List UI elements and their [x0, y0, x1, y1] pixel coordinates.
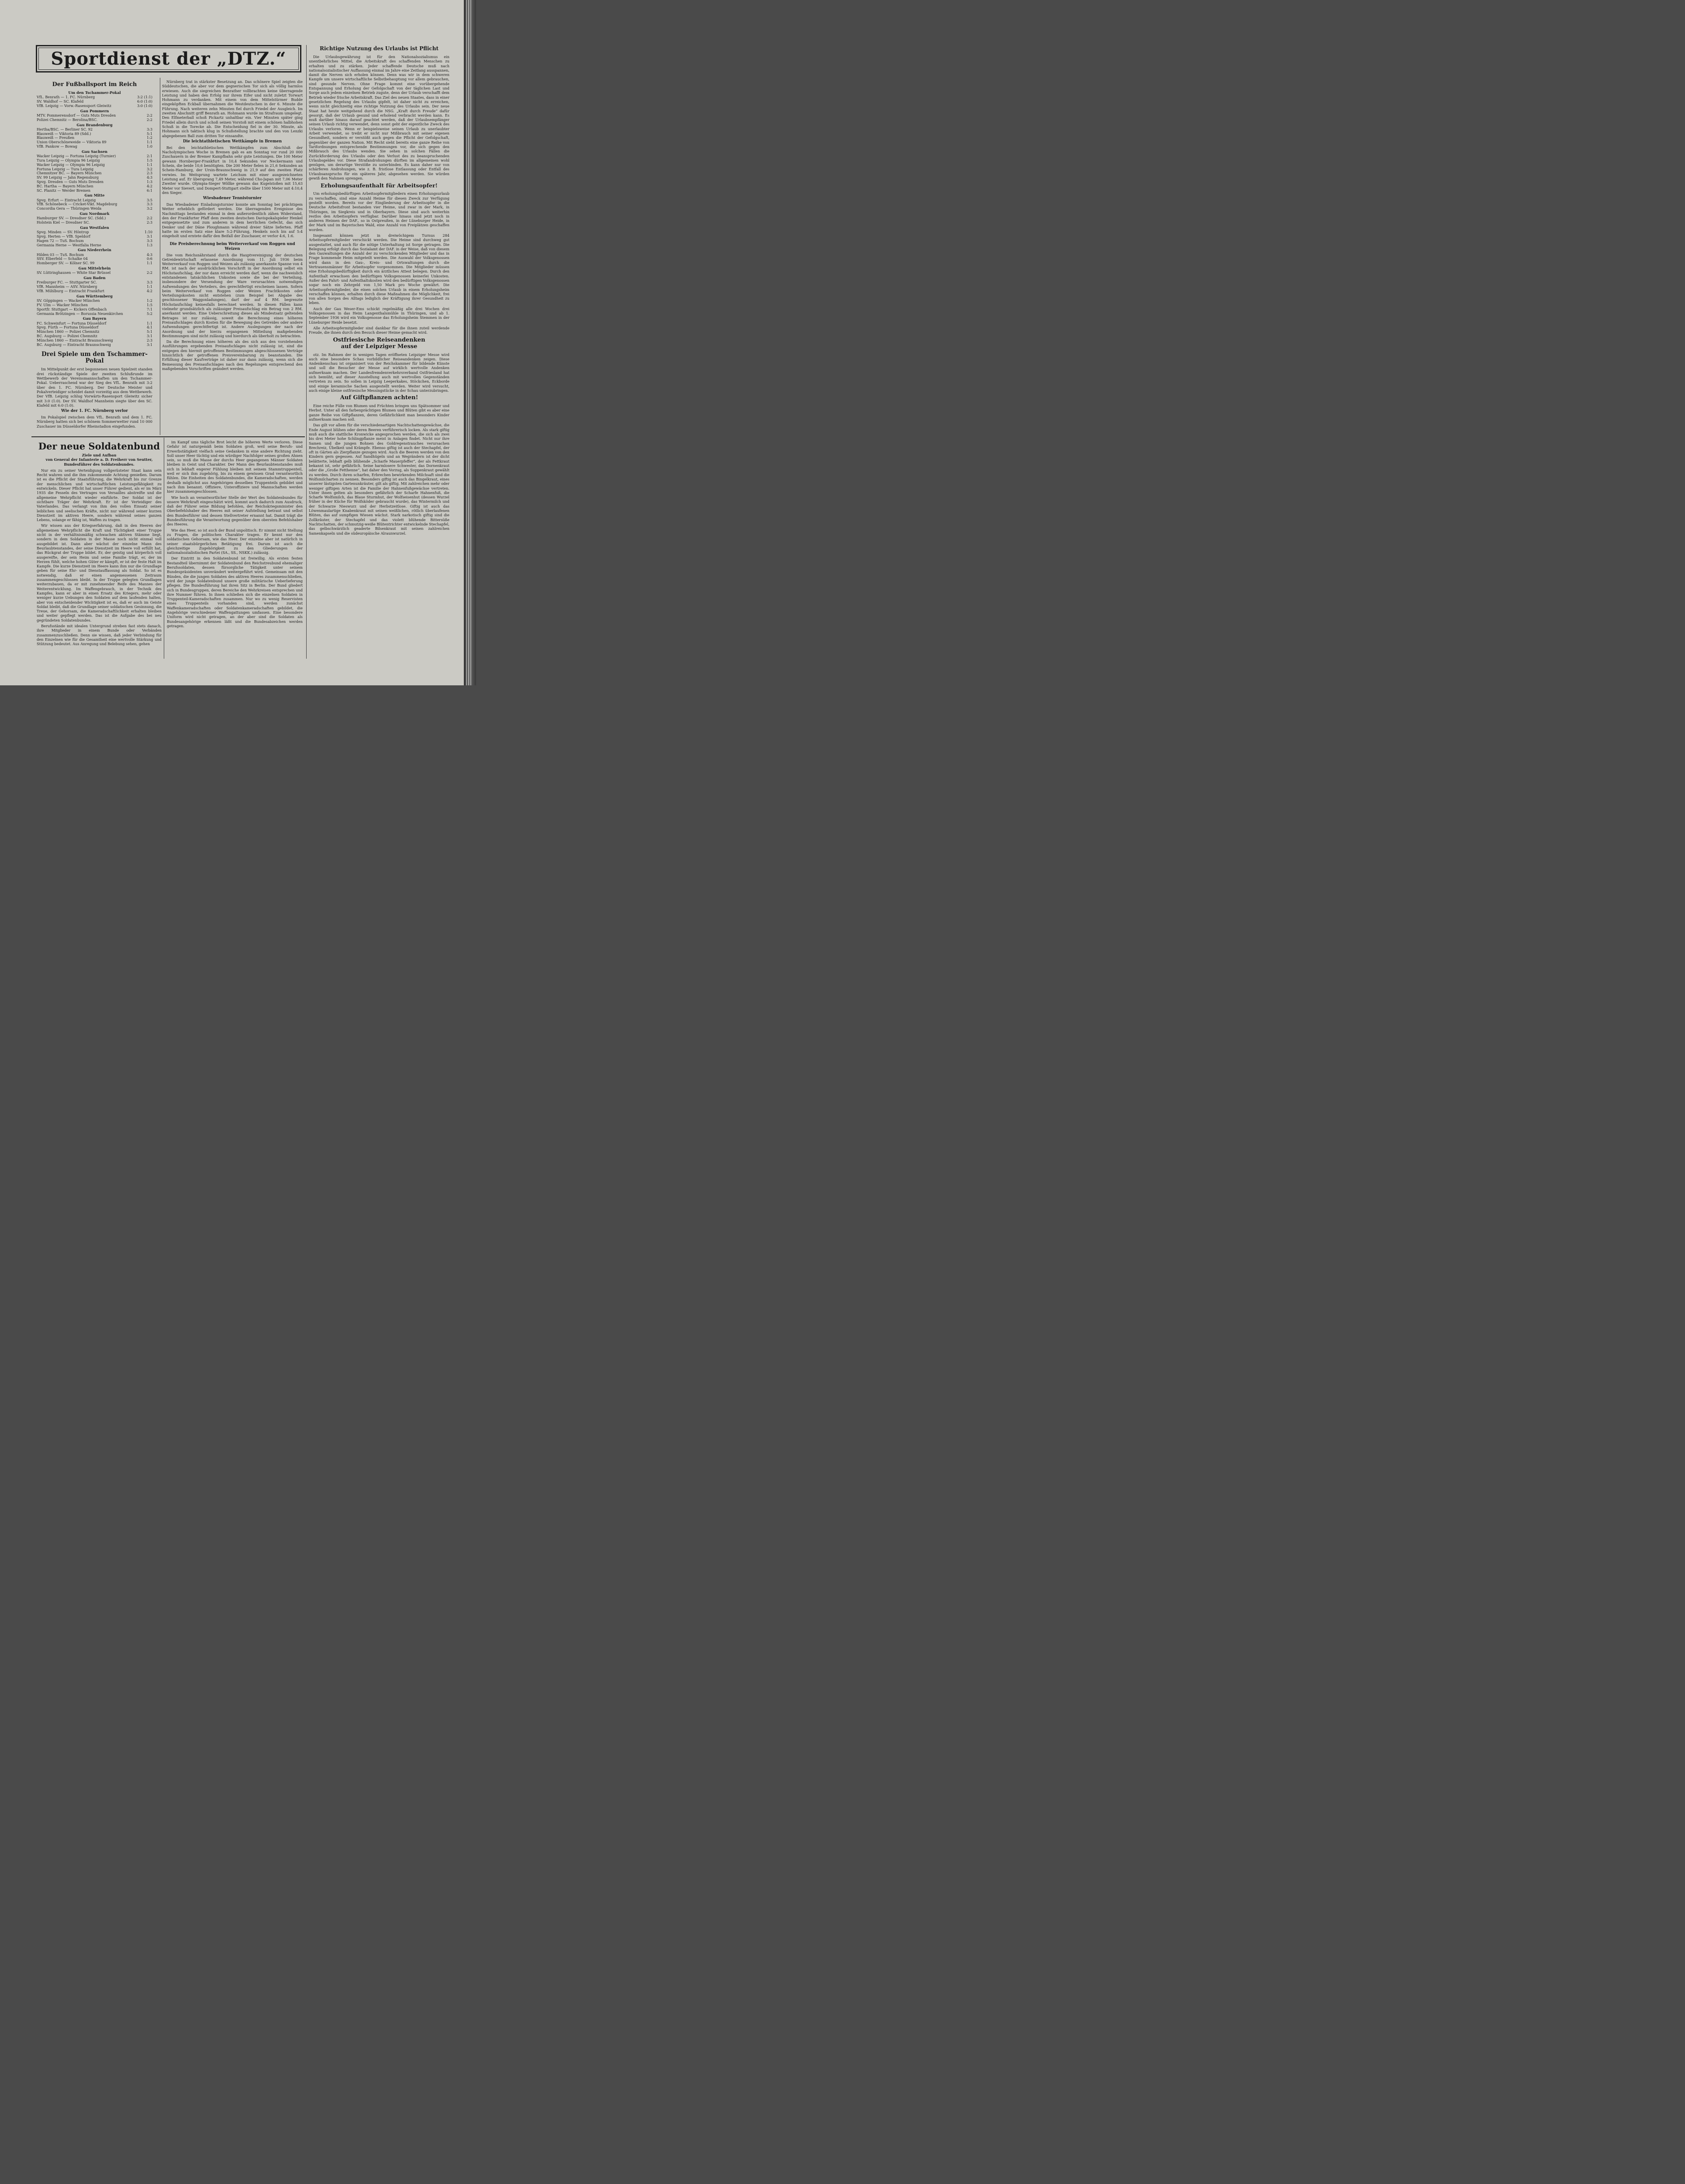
erholung-text-3: Auch der Gau Weser-Ems schickt regelmäßig alle drei Wochen drei Volksgenossen in das Heim Langenthalsmühle in Thüringen, und ab 1. September 1936 wird ein Volksgenosse das Erholungsheim Stemmen in der Lüneburger Heide besetzt.: [309, 306, 449, 325]
match-teams: SV. Lüttringhausen — White Star Brüssel: [37, 270, 111, 275]
soldatenbund-text: Nur ein zu seiner Verteidigung vollgerüsteter Staat kann sein Recht wahren und die ihm zukommende Achtung genießen. Darum ist es die Pflicht der Staatsführung, die Wehrkraft bis zur Grenze der menschlichen und wirtschaftlichen Leistungsfähigkeit zu entwickeln. Dieser Pflicht hat unser Führer gedient, als er im März 1935 die Fesseln des Vertrages von Versailles abstreifte und die allgemeine Wehrpflicht wieder einführte. Der Soldat ist der sichtbare Träger der Wehrkraft. Er ist der Verteidiger des Vaterlandes. Das verlangt von ihm den vollen Einsatz seiner leiblichen und seelischen Kräfte, nicht nur während seiner kurzen Dienstzeit im aktiven Heere, sondern während seines ganzen Lebens, solange er fähig ist, Waffen zu tragen.: [37, 468, 162, 522]
match-teams: Spvg. Fürth — Fortuna Düsseldorf: [37, 325, 99, 330]
match-teams: SC. Planitz — Werder Bremen: [37, 188, 91, 193]
match-score: 6:0 (1:0): [137, 99, 152, 104]
match-score: 5:1: [146, 329, 152, 334]
match-teams: VfB. Pankow — Bowag: [37, 144, 77, 149]
match-teams: SV. 99 Leipzig — Jahn Regensburg: [37, 175, 99, 180]
pokal-continued: Nürnberg trat in stärkster Besetzung an. Das schönere Spiel zeigten die Süddeutschen, die aber vor dem gegnerischen Tor sich als völlig harmlos erwiesen. Auch die siegreichen Benrather vollbrachten keine überragende Leistung und haben den Erfolg nur ihrem Eifer und nicht zuletzt Torwart Hohmann zu verdanken. Mit einem von dem Mittelstürmer Budde eingeköpften Eckball übernahmen die Westdeutschen in der 6. Minute die Führung. Nach weiteren zehn Minuten fiel durch Friedel der Ausgleich. Im zweiten Abschnitt griff Benrath an. Hohmann wurde im Strafraum umgelegt. Den Elfmeterball schoß Pickartz unhaltbar ein. Vier Minuten später ging Friedel allein durch und schoß seinen Vorstoß mit einem schönen halbhohen Schuß in die Torecke ab. Die Entscheidung fiel in der 30. Minute, als Hohmann sich taktisch klug in Schußstellung brachte und den von Lenzki abgegebenen Ball zum dritten Tor einsandte.: [162, 79, 303, 138]
match-teams: Germania Brötzingen — Borussia Neuenkirchen: [37, 311, 123, 316]
soldatenbund-text-6: Wie das Heer, so ist auch der Bund unpolitisch. Er nimmt nicht Stellung zu Fragen, die politischen Charakter tragen. Er kennt nur den soldatischen Gehorsam, wie das Heer. Der einzelne aber ist natürlich in seiner staatsbürgerlichen Betätigung frei. Darum ist auch die gleichzeitige Zugehörigkeit zu den Gliederungen der nationalsozialistischen Partei (SA., SS., NSKK.) zulässig.: [167, 528, 303, 555]
pokal-text: Im Mittelpunkt der erst begonnenen neuen Spielzeit standen drei rückständige Spiele der zweiten Schlußrunde im Wettbewerb der Vereinsmannschaften um den Tschammer-Pokal. Ueberraschend war der Sieg des VfL. Benrath mit 3:2 über den 1. FC. Nürnberg. Der Deutsche Meister und Pokalverteidiger scheidet damit vorzeitig aus dem Wettbewerb. Der VfB. Leipzig schlug Vorwärts-Rasensport Gleiwitz sicher mit 3:0 (1:0). Der SV. Waldhof Mannheim siegte über den SC. Klafeld mit 6:0 (1:0).: [37, 367, 152, 408]
match-teams: Wacker Leipzig — Fortuna Leipzig (Turnier): [37, 154, 116, 159]
match-score: 3:1: [146, 342, 152, 347]
group-heading: Gau Sachsen: [81, 149, 108, 154]
page-edge: [466, 0, 467, 685]
match-score: 5:1: [146, 131, 152, 136]
match-score: 1:5: [146, 158, 152, 162]
soldatenbund-left: [37, 440, 162, 647]
result-row: [37, 104, 152, 108]
soldatenbund-text-5: Wie hoch an verantwortlicher Stelle der Wert des Soldatenbundes für unsere Wehrkraft eingeschätzt wird, kommt auch dadurch zum Ausdruck, daß der Führer seine Bildung befohlen, der Reichskriegsminister den Oberbefehlshaber des Heeres mit seiner Aufstellung betraut und selbst den Bundesführer und dessen Stellvertreter ernannt hat. Damit trägt die Bundesführung die Verantwortung gegenüber dem obersten Befehlshaber des Heeres.: [167, 495, 303, 527]
soldatenbund-right: [167, 440, 303, 629]
match-teams: Fortuna Leipzig — Tura Leipzig: [37, 166, 94, 171]
giftpflanzen-text: Eine reiche Fülle von Blumen und Früchten bringen uns Spätsommer und Herbst. Unter all den farbenprächtigen Blumen und Blüten gibt es aber eine ganze Reihe von Giftpflanzen, deren Gefährlichkeit man besonders Kinder aufmerksam machen soll.: [309, 404, 449, 422]
group-heading: Gau Baden: [83, 276, 106, 280]
giftpflanzen-title: Auf Giftpflanzen achten!: [340, 394, 418, 401]
match-teams: Tura Leipzig — Olympia 96 Leipzig: [37, 158, 100, 162]
banner-frame: [36, 45, 301, 73]
result-row: [37, 261, 152, 266]
match-teams: Spvg. Minden — SV. Höntrop: [37, 230, 89, 235]
match-score: 1:1: [146, 284, 152, 289]
preis-title: Die Preisberechnung beim Weiterverkauf von Roggen und Weizen: [169, 242, 295, 251]
ostfriesland-title: Ostfriesische Reiseandenken: [333, 336, 425, 343]
soldatenbund-sub3: Bundesführer des Soldatenbundes.: [64, 462, 135, 467]
match-teams: Hilden 03 — TuS. Bochum: [37, 252, 84, 257]
match-score: 1:1: [146, 321, 152, 325]
match-score: 1:1: [146, 261, 152, 266]
match-teams: Hagen 72 — TuS. Bochum: [37, 238, 84, 243]
match-teams: BC. Hartha — Bayern München: [37, 183, 93, 188]
match-teams: Homberger SV. — Kölner SC. 99: [37, 261, 95, 266]
match-score: 3:2: [146, 206, 152, 211]
match-score: 1:2: [146, 298, 152, 303]
group-heading: Gau Westfalen: [80, 225, 109, 230]
result-row: [37, 145, 152, 149]
match-score: 2:3: [146, 338, 152, 342]
match-teams: Wacker Leipzig — Olympia 96 Leipzig: [37, 162, 105, 167]
match-teams: Blauweiß — Viktoria 89 (Sdd.): [37, 131, 91, 136]
banner-title: Sportdienst der „DTZ.“: [51, 48, 287, 69]
group-heading: Gau Mitte: [84, 193, 105, 198]
middle-column: [162, 79, 303, 372]
page-edge: [468, 0, 469, 685]
giftpflanzen-text-2: Das gilt vor allem für die verschiedenartigen Nachtschattengewächse, die Ende August blühen oder deren Beeren verführerisch locken. Als stark giftig muß auch die stattliche Kronwicke angesprochen werden, die sich als zwei bis drei Meter hohe Schlingpflanze meist in Anlagen findet. Nicht nur ihre Samen und die jungen Bohnen des Goldregenstrauches verursachen Brechreiz, Übelkeit und Krämpfe. Ebenso giftig ist auch der Stechapfel, der oft in Gärten als Zierpflanze gezogen wird. Auch die Beeren werden von den Kindern gern gegessen. Auf Sandhügeln und an Wegrändern ist der dicht belätterte, lebhaft gelb blühende „Scharfe Mauerpfeffer“, der als Fettkraut bekannt ist, sehr gefährlich. Seine harmlosere Schwester, das Dornenkraut oder die „Große Fetthenne“, hat daher den Vorzug, als Suppenkraut gewählt zu werden. Durch ihren scharfen, Erbrechen bewirkenden Milchsaft sind die Wolfsmilcharten zu nennen. Besonders giftig ist auch das Bingelkraut, eines unserer lästigsten Gartenunkräuter, gilt als giftig. Mit zahlreichen mehr oder weniger giftigen Arten ist die Familie der Hahnenfußgewächse vertreten. Unter ihnen gelten als besonders gefährlich der Scharfe Hahnenfuß, die Scharfe Wolfsmilch, das Blaue Sturmhut, der Wolfseisenhut (dessen Wurzel früher in der Küche für Wolfsköder gebraucht wurde), das Wintermilch und der Schwarze Nieswurz und der Herbstzeitlose. Giftig ist auch das Löwenmaulartige Knabenkraut mit seinen weißlichen, rötlich überlaufenen Blüten, das auf sumpfigen Wiesen wächst. Stark narkotisch giftig sind die Zollkräuter, der Stechapfel und das violett blühende Bittersüße Nachtschatten, der schmutzig-weiße Blütentrichter entwickelnde Stechapfel, das gelbschwärzlich geaderte Bilsenkraut mit seinen zahlreichen Samenkapseln und die südeuropäische Alraunwurzel.: [309, 423, 449, 536]
result-row: [37, 243, 152, 248]
match-score: 1:0: [146, 144, 152, 149]
result-row: [37, 271, 152, 275]
ostfriesland-text: otz. Im Rahmen der in wenigen Tagen eröffneten Leipziger Messe wird auch eine besondere Schau vorbildlicher Reiseandenken zeigen. Diese Andenkenschau ist organisiert von der Reichskammer für bildende Künste und soll die Besucher der Messe auf wirklich wertvolle Andenken aufmerksam machen. Der Landesfremdenverkehrsverband Ostfriesland hat sich bemüht, auf dieser Ausstellung auch mit wertvollen Gegenständen vertreten zu sein. So sollen in Leipzig Leeperkakes, Stöckchen, Eckborde und einige keramische Sachen ausgestellt werden. Weiter wird versucht, auch einige kleine ostfriesische Messingstücke in der Schau unterzubringen.: [309, 352, 449, 393]
match-score: 3:3: [146, 127, 152, 131]
group-heading: Gau Bayern: [83, 316, 107, 321]
match-score: 6:1: [146, 188, 152, 193]
ostfriesland-subtitle: auf der Leipziger Messe: [341, 343, 418, 350]
group-heading: Gau Mittelrhein: [78, 266, 111, 271]
result-row: [37, 118, 152, 122]
match-score: 1:2: [146, 135, 152, 140]
soldatenbund-text-3: Berufsstände mit idealen Untergrund streben fast stets danach, ihre Mitglieder in einem Bunde oder Verbänden zusammenzuschließen. Denn sie wissen, daß jeder Verbindung für den Einzelnen wie für die Gesamtheit eine wertvolle Stärkung und Stützung bedeutet. Aus Anregung und Belebung sehen, gehen: [37, 623, 162, 646]
match-teams: Spvg. Herten — VfB. Speldorf: [37, 234, 90, 238]
match-score: 2:3: [146, 171, 152, 176]
match-score: 3:5: [146, 197, 152, 202]
result-row: [37, 207, 152, 211]
match-score: 1:1: [146, 140, 152, 145]
result-row: [37, 189, 152, 193]
match-score: 4:2: [146, 289, 152, 294]
match-score: 2:2: [146, 270, 152, 275]
match-teams: Chemnitzer BC. — Bayern München: [37, 171, 102, 176]
football-column: [37, 79, 152, 430]
match-score: 3:3: [146, 238, 152, 243]
match-teams: Hamburger SV. — Dresdner SC. (Sdd.): [37, 216, 106, 221]
group-heading: Gau Württemberg: [76, 294, 113, 298]
match-teams: Freiburger FC. — Stuttgarter SC.: [37, 280, 97, 285]
match-score: 7:1: [146, 307, 152, 311]
match-score: 3:1: [146, 234, 152, 238]
result-row: [37, 343, 152, 347]
group-heading: Um den Tschammer-Pokal: [68, 90, 121, 95]
match-teams: Hertha/BSC. — Berliner SC. 92: [37, 127, 93, 131]
urlaub-title: Richtige Nutzung des Urlaubs ist Pflicht: [320, 45, 439, 52]
match-teams: Polizei Chemnitz — Berolina/BSC.: [37, 117, 98, 122]
match-teams: VfB. Leipzig — Vorw.-Rasensport Gleiwitz: [37, 103, 111, 108]
erholung-title: Erholungsaufenthalt für Arbeitsopfer!: [320, 182, 438, 189]
match-teams: Spvg. Dresden — Guts Muts Dresden: [37, 179, 104, 184]
soldatenbund-sub2: von General der Infanterie a. D. Freiherr von Seutter,: [45, 457, 153, 462]
pokal-text-2: Im Pokalspiel zwischen dem VfL. Benrath und dem 1. FC. Nürnberg hatten sich bei schönem Sommerwetter rund 10 000 Zuschauer im Düsseldorfer Rheinstadion eingefunden.: [37, 415, 152, 429]
page-edge: [470, 0, 471, 685]
newspaper-page: [0, 0, 464, 685]
football-title: Der Fußballsport im Reich: [52, 81, 137, 88]
right-column: [309, 45, 449, 537]
erholung-text-4: Alle Arbeitsopfermitglieder sind dankbar für die ihnen zuteil werdende Freude, die ihnen durch den Besuch dieser Heime gemacht wird.: [309, 325, 449, 335]
match-score: 1:5: [146, 302, 152, 307]
match-score: 4:2: [146, 183, 152, 188]
match-teams: SV. Göppingen — Wacker München: [37, 298, 100, 303]
match-score: 2:2: [146, 113, 152, 117]
results-list: [37, 90, 152, 347]
match-teams: VfR. Mannheim — ASV. Nürnberg: [37, 284, 97, 289]
match-teams: SSV. Elberfeld — Schalke 04: [37, 256, 88, 261]
match-score: 3:3: [146, 280, 152, 285]
match-teams: VfL. Benrath — 1. FC. Nürnberg: [37, 95, 95, 100]
match-score: 3:2: [146, 166, 152, 171]
match-score: 2:2: [146, 117, 152, 122]
match-score: 2:2: [146, 216, 152, 221]
match-teams: München 1860 — Eintracht Braunschweig: [37, 338, 113, 342]
group-heading: Gau Brandenburg: [76, 122, 113, 127]
match-teams: Concordia Gera — Thüringen Weida: [37, 206, 102, 211]
match-teams: SV. Waldhof — SC. Klafeld: [37, 99, 84, 104]
result-row: [37, 221, 152, 225]
match-score: 3:2 (1:1): [137, 95, 152, 100]
tennis-text: Das Wiesbadener Einladungsturnier konnte am Sonntag bei prächtigem Wetter erheblich gefördert werden. Die überragenden Ereignisse des Nachmittags bestanden einmal in dem außerordentlich zähen Widerstand, den der Frankfurter Pfaff dem zweiten deutschen Davispokalspieler Henkel entgegensetzte und zum anderen in dem herrlichen Gefecht, das sich Denker und der Däne Ploughmann während dreier Sätze lieferten. Pfaff hatte im ersten Satz eine klare 5:2-Führung, Henkels noch bis auf 5:4 eingeholt und erntete dafür den Beifall der Zuschauer, er verlor 4:6, 1:6.: [162, 202, 303, 238]
match-score: 4:3: [146, 175, 152, 180]
match-score: 3:1: [146, 334, 152, 339]
match-teams: VfB. Mühlburg — Eintracht Frankfurt: [37, 289, 104, 294]
match-teams: BC. Augsburg — Eintracht Braunschweig: [37, 342, 111, 347]
result-row: [37, 289, 152, 294]
soldatenbund-sub1: Ziele und Aufbau: [82, 453, 117, 457]
match-score: 2:1: [146, 154, 152, 159]
soldatenbund-text-7: Der Eintritt in den Soldatenbund ist freiwillig. Als ersten festen Bestandteil übernimmt der Soldatenbund den Reichstreubund ehemaliger Berufssoldaten, dessen fürsorgliche Tätigkeit unter seinem Bundespräsidenten unverändert weitergeführt wird. Gemeinsam mit den Bünden, die die jungen Soldaten des aktiven Heeres zusammenschließen, wird der junge Soldatenbund unsere große militärische Ueberlieferung pflegen. Die Bundesführung hat ihren Sitz in Berlin. Der Bund gliedert sich in Bundesgruppen, deren Bereiche den Wehrkreisen entsprechen und ihre Nummer führen. In ihnen schließen sich die einzelnen Soldaten in Truppenteil-Kameradschaften zusammen. Nur wo zu wenig Reservisten eines Truppenteils vorhanden sind, werden zunächst Waffenkameradschaften oder Soldatenkameradschaften gebildet, die Angehörige verschiedener Waffengattungen umfassen. Eine besondere Uniform wird nicht getragen, an der aber sind die Soldaten als Bundesangehörige erkennen läßt und die Bundesabzeichen werden getragen.: [167, 556, 303, 628]
match-score: 4:1: [146, 325, 152, 330]
match-teams: FC. Schweinfurt — Fortuna Düsseldorf: [37, 321, 107, 325]
match-score: 3:3: [146, 202, 152, 207]
match-teams: BC. Augsburg — Polizei Chemnitz: [37, 334, 97, 339]
match-score: 3:0 (1:0): [137, 103, 152, 108]
group-heading: Gau Niederrhein: [78, 248, 111, 252]
match-teams: Union Oberschöneweide — Viktoria 89: [37, 140, 107, 145]
match-score: 2:3: [146, 220, 152, 225]
match-teams: VfB. Schönebeck — Cricket-Vikt. Magdeburg: [37, 202, 117, 207]
erholung-text-2: Insgesamt können jetzt in dreiwöchigem Turnus 284 Arbeitsopfermitglieder verschickt werden. Die Heime sind durchweg gut ausgestattet, und auch für die nötige Unterhaltung ist Sorge getragen. Die Belegung erfolgt durch das Sozialamt der DAF. in der Weise, daß von diesem den Gauwaltungen die Anzahl der zu verschickenden Mitglieder und das in Frage kommende Heim mitgeteilt werden. Die Auswahl der Volksgenossen wird dann in den Gau-, Kreis- und Ortswaltungen durch die Vertrauensmänner für Arbeitsopfer vorgenommen. Die Mitglieder müssen eine Erholungsbedürftigkeit durch ein ärztliches Attest belegen. Durch den Aufenthalt erwachsen den bedürftigen Volksgenossen keinerlei Unkosten. Außer den Fahrt- und Aufenthaltskosten wird den bedürftigen Volksgenossen sogar noch ein Zehrgeld von 1,50 Mark pro Woche gewährt. Die Arbeitsopfermitglieder, die einen solchen Urlaub in einem Erholungsheim verschaffen können, erhalten durch diese Maßnahmen die Möglichkeit, frei von allen Sorgen des Alltags lediglich der Kräftigung ihrer Gesundheit zu leben.: [309, 233, 449, 305]
urlaub-text: Die Urlaubsgewährung ist für den Nationalsozialismus ein unentbehrliches Mittel, die Arbeitskraft des schaffenden Menschen zu erhalten und zu stärken. Jeder schaffende Deutsche muß nach nationalsozialistischer Auffassung einmal im Jahre eine Zeitlang ausspannen, damit die Nerven sich erholen können. Denn was wir in dem schweren Kampfe um unsere wirtschaftliche Selbstbehauptung vor allem gebrauchen, sind gesunde Nerven. Ohne Frage kommt eine vorübergehende Entspannung und Erholung der Gefolgschaft von der täglichen Last und Sorge auch jedem einzelnen Betrieb zugute, denn der Urlaub verschafft dem Betrieb wieder frische Arbeitskraft. Das Ziel des neuen Staates, dass in einer gesetzlichen Regelung des Urlaubs gipfelt, ist daher nicht zu erreichen, wenn nicht gleichzeitig eine richtige Nutzung des Urlaubs sein. Der neue Staat hat heute weitgehend durch die NSG. „Kraft durch Freude“ dafür gesorgt, daß der Urlaub gesund und erholend verbracht werden kann. Es muß darüber hinaus darauf geachtet werden, daß der Urlaubsempfänger seinen Urlaub richtig verwendet, denn sonst geht der eigentliche Zweck des Urlaubs verloren. Wenn er beispielsweise seinen Urlaub zu unerlaubter Arbeit verwendet, so treibt er nicht nur Mißbrauch mit seiner eigenen Gesundheit, sondern er verstößt auch gegen die Pflicht der Gefolgschaft, gegenüber der ganzen Nation. Mit Recht sieht bereits eine ganze Reihe von Tarifordnungen entsprechende Bestimmungen vor, die sich gegen den Mißbrauch des Urlaubs wenden. Sie sehen in solchen Fällen die Zurückforderung des Urlaubs oder den Verlust des zu beanspruchenden Urlaubsgeldes vor. Diese Strafandrohungen dürften im allgemeinen wohl genügen, um derartige Verstöße zu unterbinden. Es kann daher nur von schärferen Androhungen, wie z. B. fristlose Entlassung oder Entfall des Urlaubsanspruchs für ein späteres Jahr, abgesehen werden. Sie würden gewiß den Nahmen sprengen.: [309, 55, 449, 181]
match-score: 5:2: [146, 311, 152, 316]
match-score: 1:3: [146, 242, 152, 247]
match-score: 1:3: [146, 179, 152, 184]
match-teams: Sportfr. Stuttgart — Kickers Offenbach: [37, 307, 107, 311]
match-score: 1:1: [146, 162, 152, 167]
match-teams: Blauweiß — Preußen: [37, 135, 75, 140]
match-score: 4:3: [146, 252, 152, 257]
column-rule: [306, 45, 307, 659]
tennis-title: Wiesbadener Tennisturnier: [203, 196, 262, 201]
section-rule: [31, 436, 305, 437]
soldatenbund-title: Der neue Soldatenbund: [38, 441, 160, 452]
match-score: 1:10: [144, 230, 152, 235]
match-score: 0:6: [146, 256, 152, 261]
soldatenbund-text-4: im Kampf ums tägliche Brot leicht die höheren Werte verloren. Diese Gefahr ist naturgemäß beim Soldaten groß, weil seine Berufs- und Erwerbstätigkeit vielfach seine Gedanken in eine andere Richtung zieht. Soll unser Heer tüchtig und ein würdiger Nachfolger seines großen Ahnen sein, so muß die Masse der durchs Heer gegangenen Männer Soldaten bleiben in Geist und Charakter. Der Mann des Beurlaubtenstandes muß sich in lebhaft engerer Fühlung bleiben mit seinem Stammtruppenteil, weil er sich ihm zugehörig, bis zu einem gewissen Grad verantwortlich fühlen. Die Einheiten des Soldatenbundes, die Kameradschaften, werden deshalb möglichst aus Angehörigen desselben Truppenteils gebildet und nach ihm benannt. Offiziere, Unteroffiziere und Mannschaften werden hier zusammengeschlossen.: [167, 440, 303, 494]
pokal-subtitle: Wie der 1. FC. Nürnberg verlor: [61, 409, 128, 414]
match-teams: München 1860 — Polizei Chemnitz: [37, 329, 100, 334]
match-teams: Holstein Kiel — Dresdner SC.: [37, 220, 90, 225]
soldatenbund-text-2: Wir wissen aus der Kriegserfahrung, daß in den Heeren der allgemeinen Wehrpflicht die Kraft und Tüchtigkeit einer Truppe nicht in der verhältnismäßig schwachen aktiven Stämme liegt, sondern in dem Soldaten in der Masse noch nicht einmal voll ausgebildet ist. Dann aber wächst der einzelne Mann des Beurlaubtenstandes, der seine Dienstzeit im Heere voll erfüllt hat, das Rückgrat der Truppe bildet. Er, der geistig und körperlich voll ausgereifte, der sein Heim und seine Familie trägt, er, der im Herzen fühlt, welche hohen Güter er kämpft, er ist der feste Halt im Kampfe. Die kurze Dienstzeit im Heere kann ihm nur die Grundlage geben für seine Ehr- und Dienstauffassung als Soldat. So ist es notwendig, daß er einen angemessenen Zeitraum zusammengeschlossen bleibt. In der Truppe gelegten Grundlagen weiterzubauen, da er mit zunehmender Reife des Mannes der Weiterentwicklung. Im Waffengebrauch, in der Technik des Kampfes, kann er aber in einen Ersatz des Kriegers, mehr oder weniger kurze Uebungen den Soldaten auf dem laufenden halten, aber von entscheidender Wichtigkeit ist es, daß er auch im Geiste Soldat bleibt, daß die Grundlage seiner soldatischen Gesinnung, die Treue, der Gehorsam, die Kameradschaftlichkeit erhalten bleiben und weiter gepflegt werden. Das ist die Aufgabe des bei neu gegründeten Soldatenbundes.: [37, 523, 162, 622]
pokal-title: Drei Spiele um den Tschammer-Pokal: [41, 351, 148, 365]
erholung-text: Um erholungsbedürftigen Arbeitsopfermitgliedern einen Erholungsurlaub zu verschaffen, sind eine Anzahl Heime für diesen Zweck zur Verfügung gestellt worden. Bereits vor der Eingliederung der Arbeitsopfer in die Deutsche Arbeitsfront bestanden vier Heime, und zwar in der Mark, in Thüringen, im Siegkreis und in Oberbayern. Diese sind auch weiterhin restlos den Arbeitsopfern verfügbar. Darüber hinaus sind jetzt noch in anderen Heimen der DAF., so in Ostpreußen, in der Lüneburger Heide, in der Mark und im Bayerischen Wald, eine Anzahl von Freiplätzen geschaffen worden.: [309, 191, 449, 232]
leichtathletik-text: Bei den leichtathletischen Wettkämpfen zum Abschluß der Nacholympischen Woche in Bremen gab es am Sonntag vor rund 20 000 Zuschauern in der Bremer Kampfbahn sehr gute Leistungen. Die 100 Meter gewann Hornberger-Frankfurt in 10,4 Sekunden vor Neckermann und Schein, die beide 10,6 benötigten. Die 200 Meter fielen in 21,6 Sekunden an Schein-Hamburg, der Ursin-Braunschweig in 21,9 auf den zweiten Platz verwies. Im Weitsprung wartete Leichum mit einer ausgezeichneten Leistung auf. Er übersprang 7,49 Meter, während Cho-Japan mit 7,06 Meter Zweiter wurde. Olympia-Sieger Wöllke gewann das Kugelstoßen mit 15,63 Meter vor Sievert, und Dompert-Stuttgart stellte über 1500 Meter mit 4:10,4 den Sieger.: [162, 145, 303, 195]
match-teams: FV. Ulm — Wacker München: [37, 302, 88, 307]
group-heading: Gau Nordmark: [79, 211, 110, 216]
match-teams: Spvg. Erfurt — Eintracht Leipzig: [37, 197, 96, 202]
match-teams: Germania Herne — Westfalia Herne: [37, 242, 101, 247]
preis-text-2: Da die Berechnung eines höheren als des sich aus den vorstehenden Ausführungen ergebenden Preisaufschlages nicht zulässig ist, sind die entgegen den hiermit getroffenen Bestimmungen abgeschlossenen Verträge hinsichtlich der getroffenen Preisvereinbarung zu beanstanden. Die Erfüllung dieser Kaufverträge ist daher nur dann zulässig, wenn sich die Bemessung des Preisaufschlages nach den Regelungen entsprechend den maßgebenden Vorschriften geändert werden.: [162, 339, 303, 371]
group-heading: Gau Pommern: [80, 108, 109, 113]
leichtathletik-title: Die leichtathletischen Wettkämpfe in Bremen: [183, 139, 282, 144]
match-teams: MTV. Pommerensdorf — Guts Muts Dresden: [37, 113, 116, 117]
result-row: [37, 312, 152, 316]
preis-text: Die vom Reichsnährstand durch die Hauptvereinigung der deutschen Getreidewirtschaft erlassene Anordnung vom 11. Juli 1936 beim Weiterverkauf von Roggen und Weizen als zulässig anerkannte Spanne von 4 RM. ist nach der ausdrücklichen Vorschrift in der Anordnung selbst ein Höchstaufschlag, der nur dann erreicht werden darf, wenn die nachweislich entstandenen tatsächlichen Unkosten sowie die bei der Verteilung, insbesondere der Versendung der Ware verursachten notwendigen Aufwendungen des Verteilers, des gerechtfertigt erscheinen lassen. Sofern beim Weiterverkauf von Roggen oder Weizen Frachtkosten oder Verteilungskosten nicht entstehen (zum Beispiel bei Abgabe des geschlossener Waggonladungen), darf der auf 4 RM. begrenzte Höchstaufschlag keinesfalls berechnet werden. In diesen Fällen kann vielmehr grundsätzlich als zulässiger Preisaufschlag ein Betrag von 2 RM. anerkannt werden. Eine Ueberschreitung dieses als Mindestsatz geltenden Betrages ist nur zulässig, soweit die Berechnung eines höheren Preisaufschlages durch Kosten für die Bewegung des Getreides oder andere Aufwendungen gerechtfertigt ist. Andere Auslegungen der nach der Anordnung und der hierzu ergangenen Mitteilung maßgebenden Bestimmungen sind nicht zulässig und hierdurch als überholt zu betrachten.: [162, 252, 303, 338]
